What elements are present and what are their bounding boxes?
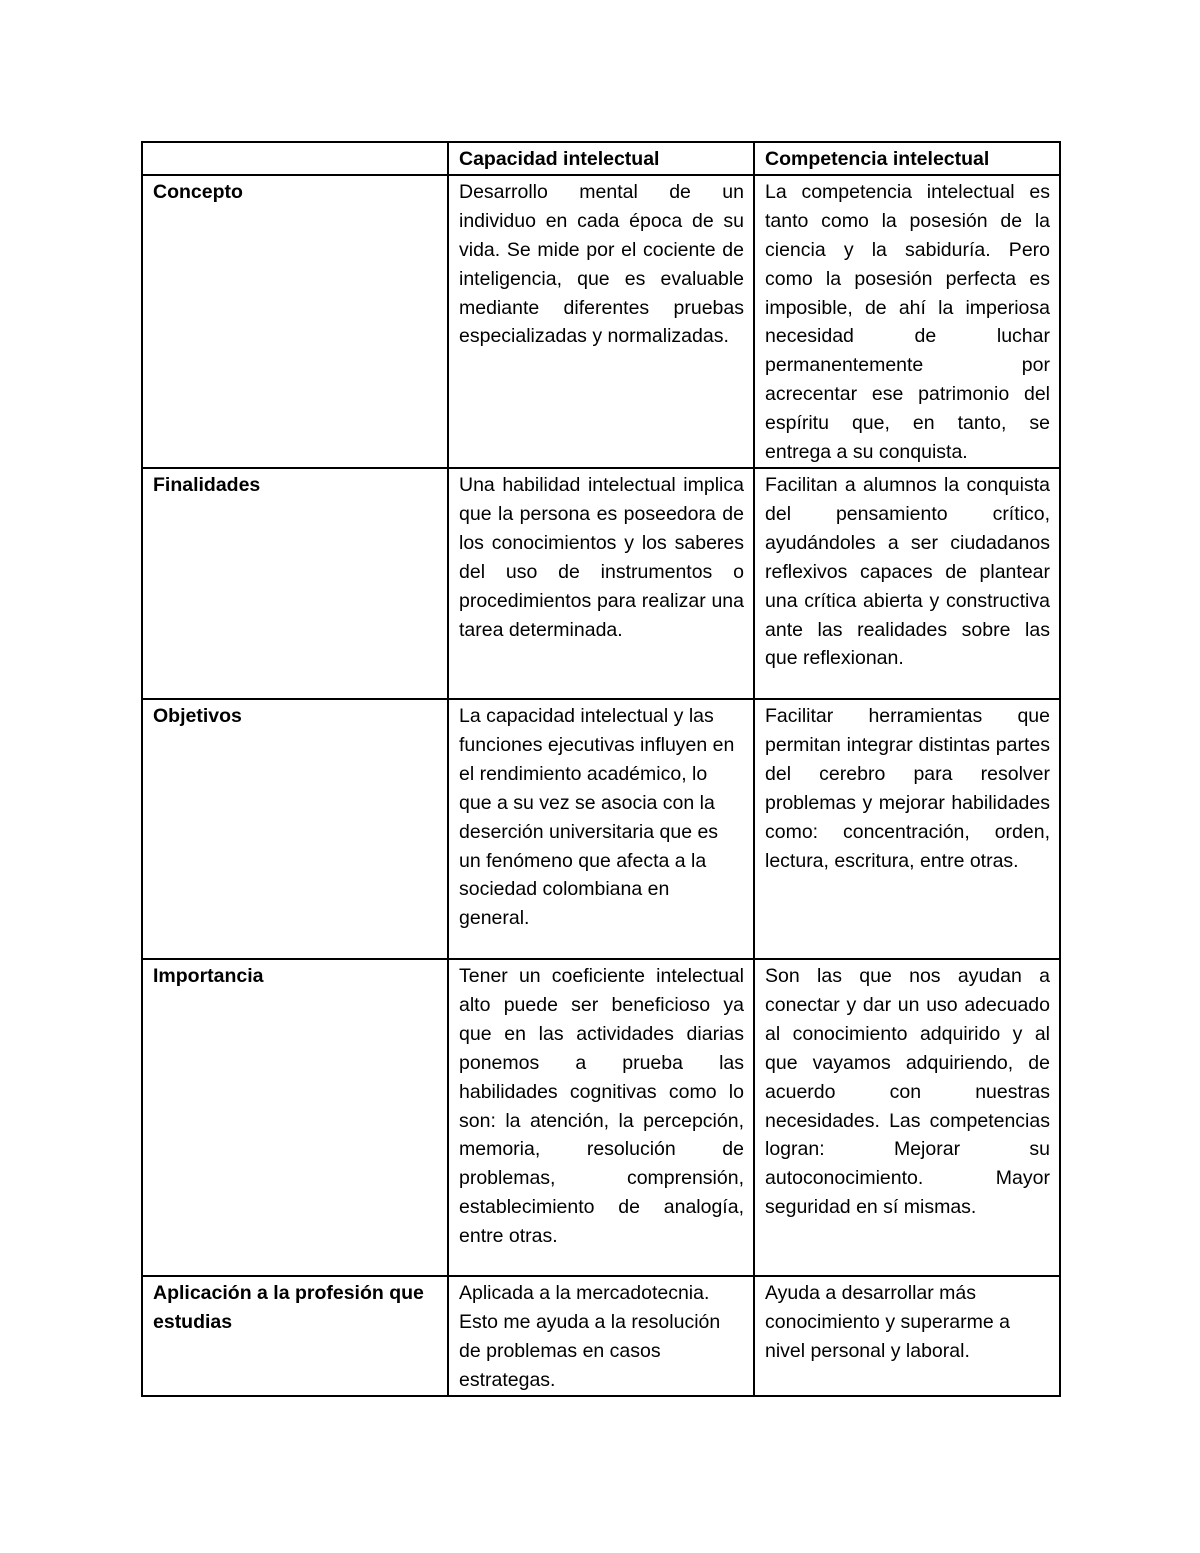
table-header-row (142, 142, 1060, 175)
cell-capacidad-importancia: Tener un coeficiente intelectual alto puede ser beneficioso ya que en las actividades diarias ponemos a prueba las habilidades cognitivas como lo son: la atención, la percepción, memoria, resolución de problemas, comprensión, establecimiento de analogía, entre otras. (448, 959, 754, 1276)
cell-competencia-concepto: La competencia intelectual es tanto como la posesión de la ciencia y la sabiduría. Pero como la posesión perfecta es imposible, de ahí la imperiosa necesidad de luchar permanentemente por acrecentar ese patrimonio del espíritu que, en tanto, se entrega a su conquista. (754, 175, 1060, 468)
cell-competencia-finalidades: Facilitan a alumnos la conquista del pensamiento crítico, ayudándoles a ser ciudadanos reflexivos capaces de plantear una crítica abierta y constructiva ante las realidades sobre las que reflexionan. (754, 468, 1060, 699)
row-label-objetivos: Objetivos (142, 699, 448, 959)
row-label-concepto: Concepto (142, 175, 448, 468)
row-label-aplicacion: Aplicación a la profesión que estudias (142, 1276, 448, 1396)
header-competencia-intelectual: Competencia intelectual (754, 142, 1060, 175)
header-capacidad-intelectual: Capacidad intelectual (448, 142, 754, 175)
cell-capacidad-aplicacion: Aplicada a la mercadotecnia. Esto me ayuda a la resolución de problemas en casos estrategas. (448, 1276, 754, 1396)
table-row-finalidades (142, 468, 1060, 699)
cell-capacidad-concepto: Desarrollo mental de un individuo en cada época de su vida. Se mide por el cociente de inteligencia, que es evaluable mediante diferentes pruebas especializadas y normalizadas. (448, 175, 754, 468)
cell-capacidad-objetivos: La capacidad intelectual y las funciones ejecutivas influyen en el rendimiento académico, lo que a su vez se asocia con la deserción universitaria que es un fenómeno que afecta a la sociedad colombiana en general. (448, 699, 754, 959)
table-row-concepto (142, 175, 1060, 468)
table-row-importancia (142, 959, 1060, 1276)
cell-competencia-objetivos: Facilitar herramientas que permitan integrar distintas partes del cerebro para resolver problemas y mejorar habilidades como: concentración, orden, lectura, escritura, entre otras. (754, 699, 1060, 959)
table-row-objetivos (142, 699, 1060, 959)
comparison-table (141, 141, 1061, 1397)
cell-competencia-aplicacion: Ayuda a desarrollar más conocimiento y superarme a nivel personal y laboral. (754, 1276, 1060, 1396)
cell-competencia-importancia: Son las que nos ayudan a conectar y dar un uso adecuado al conocimiento adquirido y al que vayamos adquiriendo, de acuerdo con nuestras necesidades. Las competencias logran: Mejorar su autoconocimiento. Mayor seguridad en sí mismas. (754, 959, 1060, 1276)
row-label-finalidades: Finalidades (142, 468, 448, 699)
cell-capacidad-finalidades: Una habilidad intelectual implica que la persona es poseedora de los conocimientos y los saberes del uso de instrumentos o procedimientos para realizar una tarea determinada. (448, 468, 754, 699)
table-row-aplicacion (142, 1276, 1060, 1396)
row-label-importancia: Importancia (142, 959, 448, 1276)
header-empty-cell (142, 142, 448, 175)
